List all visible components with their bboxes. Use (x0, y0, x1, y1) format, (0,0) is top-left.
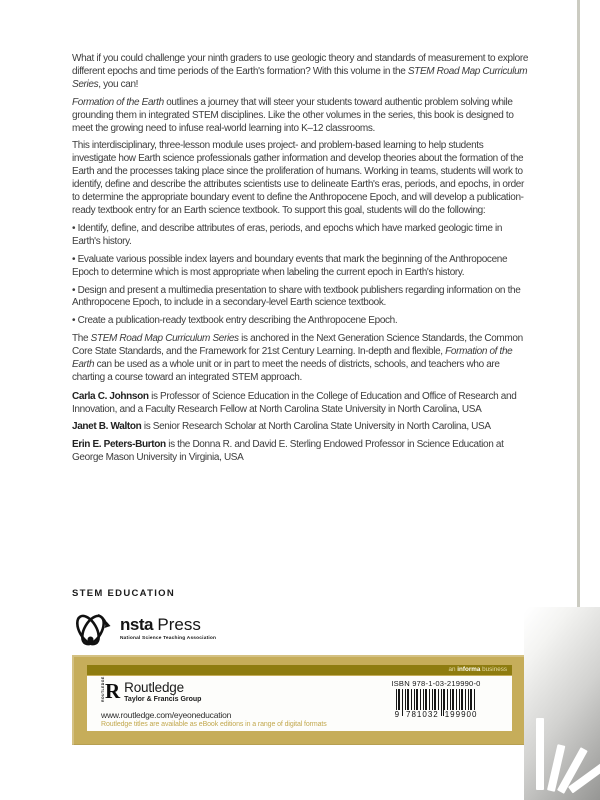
routledge-logo (101, 676, 202, 703)
routledge-r-icon (101, 676, 121, 703)
informa-post: business (480, 666, 507, 673)
routledge-vertical-text: ROUTLEDGE (101, 676, 105, 702)
bullet-item: • Create a publication-ready textbook entry describing the Anthropocene Epoch. (72, 315, 529, 328)
bullet-item: • Identify, define, and describe attributes of eras, periods, and epochs which have marked geologic time in Earth's history. (72, 223, 529, 249)
series-label: STEM EDUCATION (72, 588, 175, 599)
bullet-item: • Evaluate various possible index layers and boundary events that mark the beginning of the Anthropocene Epoch to determine which is most appropriate when labeling the current epoch in Earth's history. (72, 254, 529, 280)
nsta-press-suffix: Press (157, 615, 201, 634)
back-cover-copy (72, 53, 529, 390)
routledge-name: Routledge (124, 680, 184, 695)
author-bio: Erin E. Peters-Burton is the Donna R. and David E. Sterling Endowed Professor in Science Education at George Mason University in Virginia, USA (72, 438, 504, 463)
nsta-name: nsta (120, 615, 153, 634)
barcode-digit-group: 9 (394, 710, 401, 719)
nsta-icon (69, 609, 115, 651)
taylor-francis-group: Taylor & Francis Group (124, 696, 202, 703)
paragraph: The STEM Road Map Curriculum Series is anchored in the Next Generation Science Standards, the Common Core State Standards, and the Framework for 21st Century Learning. In-depth and flexible, Formation of the Earth can be used as a whole unit or in part to meet the needs of districts, schools, and teachers who are charting a course toward an integrated STEM approach. (72, 333, 523, 383)
paragraph: Formation of the Earth outlines a journey that will steer your students toward authentic problem solving while grounding them in integrated STEM disciplines. Like the other volumes in the series, this book is designed to meet the growing need to infuse real-world learning into K–12 classrooms. (72, 96, 514, 134)
falling-books-icon (530, 710, 594, 790)
paragraph: What if you could challenge your ninth graders to use geologic theory and standards of measurement to explore different epochs and time periods of the Earth's formation? With this volume in the STEM Road Map Curriculum Series, you can! (72, 53, 529, 90)
nsta-press-logo (69, 609, 216, 651)
informa-pre: an (448, 666, 458, 673)
publisher-white-strip (87, 676, 512, 731)
routledge-wordmark (124, 681, 201, 703)
paragraph: This interdisciplinary, three-lesson module uses project- and problem-based learning to help students investigate how Earth science professionals gather information and develop theories about the formation of the Earth and the processes taking place since the proliferation of humans. Working in teams, students will work to identify, define and describe the attributes scientists use to delineate Earth's eras, periods, and epochs, in order to determine the appropriate boundary event to define the Anthropocene Epoch, and will develop a publication-ready textbook entry for an Earth science textbook. To support this goal, students will do the following: (72, 140, 524, 216)
author-bios (72, 390, 529, 468)
book-spine (536, 718, 544, 790)
photo-watermark-corner (524, 607, 600, 800)
nsta-wordmark (120, 615, 216, 641)
isbn-barcode (386, 679, 486, 719)
publisher-url: www.routledge.com/eyeoneducation (101, 710, 232, 720)
informa-banner (87, 665, 512, 675)
barcode-digit-group: 199900 (444, 710, 478, 719)
author-bio: Carla C. Johnson is Professor of Science Education in the College of Education and Office of Research and Innovation, and a Faculty Research Fellow at North Carolina State University in North Carolina, USA (72, 391, 517, 416)
isbn-label: ISBN 978-1-03-219990-0 (391, 679, 481, 688)
routledge-r-letter: R (105, 679, 121, 703)
publisher-panel (72, 655, 527, 745)
page-edge-line (577, 0, 580, 608)
ebook-availability-note: Routledge titles are available as eBook editions in a range of digital formats (101, 721, 327, 728)
nsta-tagline: National Science Teaching Association (120, 636, 217, 641)
author-bio: Janet B. Walton is Senior Research Scholar at North Carolina State University in North Carolina, USA (72, 421, 491, 433)
informa-bold: informa (457, 666, 481, 673)
bullet-item: • Design and present a multimedia presentation to share with textbook publishers regarding information on the Anthropocene Epoch, to include in a secondary-level Earth science textbook. (72, 285, 529, 311)
barcode-digit-group: 781032 (406, 710, 439, 719)
barcode-digits (386, 710, 486, 719)
